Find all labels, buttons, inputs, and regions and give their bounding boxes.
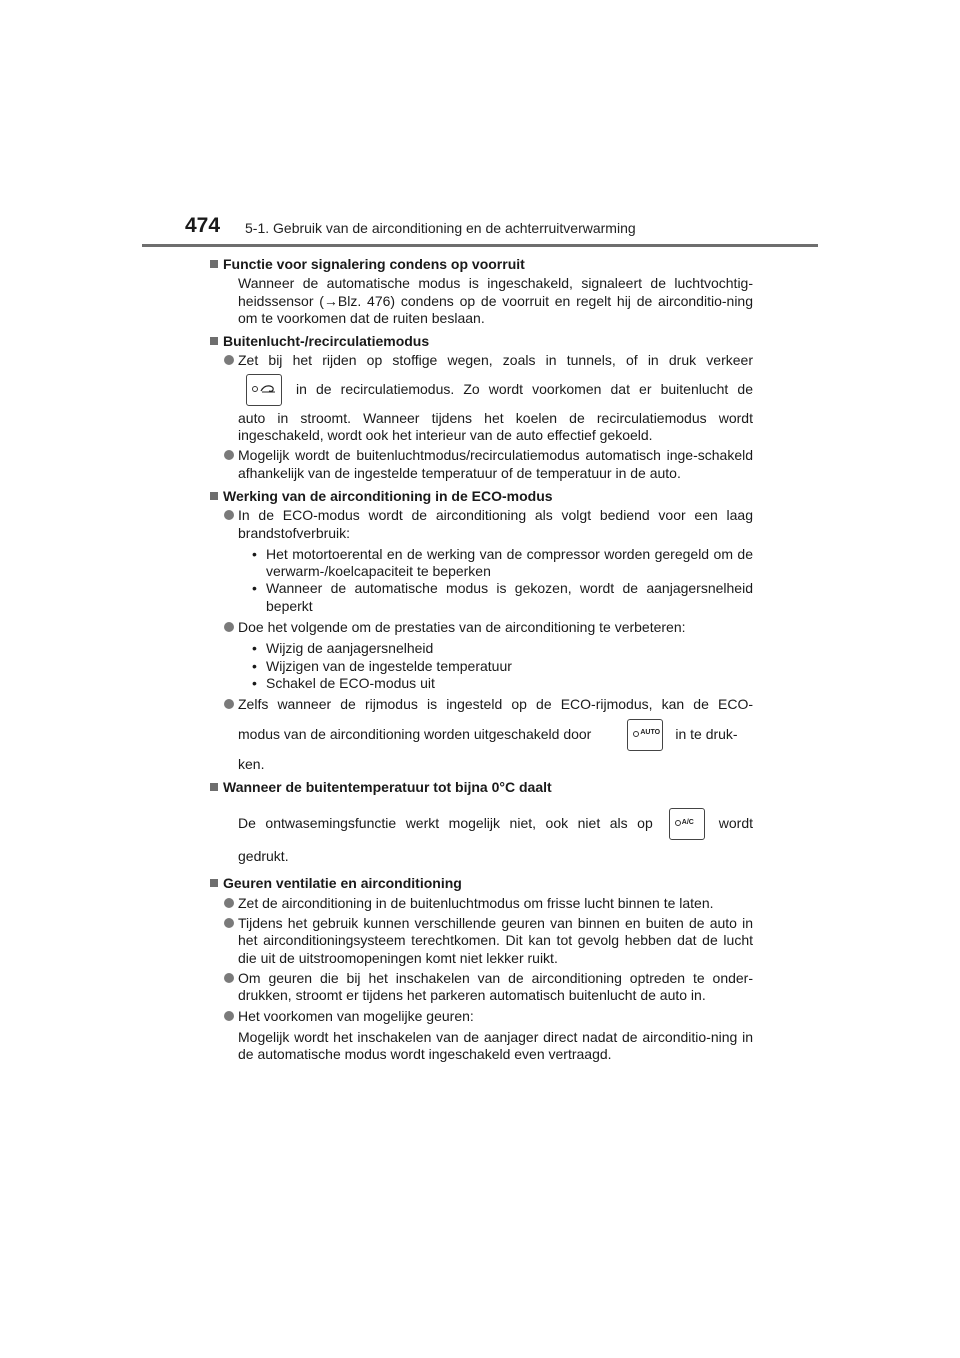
round-bullet-icon xyxy=(224,450,234,460)
recirculation-button-icon xyxy=(246,374,282,406)
list-item: Zelfs wanneer de rijmodus is ingesteld op de ECO-rijmodus, kan de ECO- modus van de airconditioning worden uitgeschakeld door AUTO in te druk- ken. xyxy=(224,696,753,773)
round-bullet-icon xyxy=(224,355,234,365)
square-bullet-icon xyxy=(210,879,218,887)
auto-eco-button-icon: AUTO xyxy=(627,719,663,751)
square-bullet-icon xyxy=(210,337,218,345)
round-bullet-icon xyxy=(224,918,234,928)
sub-list-item: • Wanneer de automatische modus is gekozen, wordt de aanjagersnelheid beperkt xyxy=(252,580,753,614)
list-item: Mogelijk wordt de buitenluchtmodus/recirculatiemodus automatisch inge-schakeld afhankelijk van de ingestelde temperatuur of de temperatuur in de auto. xyxy=(224,447,753,482)
list-item: Om geuren die bij het inschakelen van de airconditioning optreden te onder-drukken, stroomt er tijdens het parkeren automatisch buitenlucht de auto in. xyxy=(224,970,753,1005)
section-eco-mode xyxy=(208,488,753,773)
page-number: 474 xyxy=(185,214,221,237)
sub-list-item: • Wijzig de aanjagersnelheid xyxy=(252,640,434,657)
square-bullet-icon xyxy=(210,492,218,500)
page-content xyxy=(208,256,753,1069)
sub-list-item: • Schakel de ECO-modus uit xyxy=(252,674,435,691)
section-condens xyxy=(208,256,753,327)
list-item: Zet de airconditioning in de buitenluchtmodus om frisse lucht binnen te laten. xyxy=(224,895,753,912)
list-item: Het voorkomen van mogelijke geuren: Mogelijk wordt het inschakelen van de aanjager direct nadat de airconditio-ning in de automatische modus wordt ingeschakeld even vertraagd. xyxy=(224,1008,753,1064)
list-item: Zet bij het rijden op stoffige wegen, zoals in tunnels, of in druk verkeer in de recirculatiemodus. Zo wordt voorkomen dat er buitenlucht de auto in stroomt. Wanneer tijdens het koelen de recirculatiemodus wordt ingeschakeld, wordt ook het interieur van de auto effectief gekoeld. xyxy=(224,352,753,444)
section-heading: Geuren ventilatie en airconditioning xyxy=(208,875,753,892)
sub-list xyxy=(238,546,753,615)
page-header xyxy=(185,214,745,244)
section-heading: Buitenlucht-/recirculatiemodus xyxy=(208,333,753,350)
section-heading: Functie voor signalering condens op voorruit xyxy=(208,256,753,273)
sub-list-item: • Het motortoerental en de werking van de compressor worden geregeld om de verwarm-/koelcapaciteit te beperken xyxy=(252,545,753,580)
list-item: Doe het volgende om de prestaties van de airconditioning te verbeteren: • Wijzig de aanjagersnelheid • Wijzigen van de ingestelde temperatuur • Schakel de ECO-modus uit xyxy=(224,619,753,692)
list-item: In de ECO-modus wordt de airconditioning als volgt bediend voor een laag brandstofverbruik: • Het motortoerental en de werking van de compressor worden geregeld om de verwarm-/koelcapaciteit te beperken • Wanneer de automatische modus is gekozen, wordt de aanjagersnelheid beperkt xyxy=(224,507,753,615)
sub-list xyxy=(238,640,753,692)
sub-list-item: • Wijzigen van de ingestelde temperatuur xyxy=(252,657,512,674)
round-bullet-icon xyxy=(224,1011,234,1021)
chapter-title: 5-1. Gebruik van de airconditioning en de achterruitverwarming xyxy=(245,220,636,236)
round-bullet-icon xyxy=(224,510,234,520)
square-bullet-icon xyxy=(210,783,218,791)
list-item: Tijdens het gebruik kunnen verschillende geuren van binnen en buiten de auto in het airconditioningsysteem terechtkomen. Dit kan tot gevolg hebben dat de lucht die uit de uitstroomopeningen komt niet lekker ruikt. xyxy=(224,915,753,967)
section-heading: Wanneer de buitentemperatuur tot bijna 0°C daalt xyxy=(208,779,753,796)
round-bullet-icon xyxy=(224,622,234,632)
section-recirculation xyxy=(208,333,753,482)
section-odors xyxy=(208,875,753,1063)
round-bullet-icon xyxy=(224,699,234,709)
ac-button-icon: A/C xyxy=(669,808,705,840)
square-bullet-icon xyxy=(210,260,218,268)
header-divider xyxy=(142,244,818,247)
round-bullet-icon xyxy=(224,898,234,908)
round-bullet-icon xyxy=(224,973,234,983)
section-heading: Werking van de airconditioning in de ECO-modus xyxy=(208,488,753,505)
section-low-temperature: Wanneer de buitentemperatuur tot bijna 0°C daalt De ontwasemingsfunctie werkt mogelijk niet, ook niet als op A/C wordt gedrukt. xyxy=(208,779,753,866)
paragraph: Wanneer de automatische modus is ingeschakeld, signaleert de luchtvochtig-heidssensor (→Blz. 476) condens op de voorruit en regelt hij de airconditio-ning om te voorkomen dat de ruiten beslaan. xyxy=(238,275,753,326)
